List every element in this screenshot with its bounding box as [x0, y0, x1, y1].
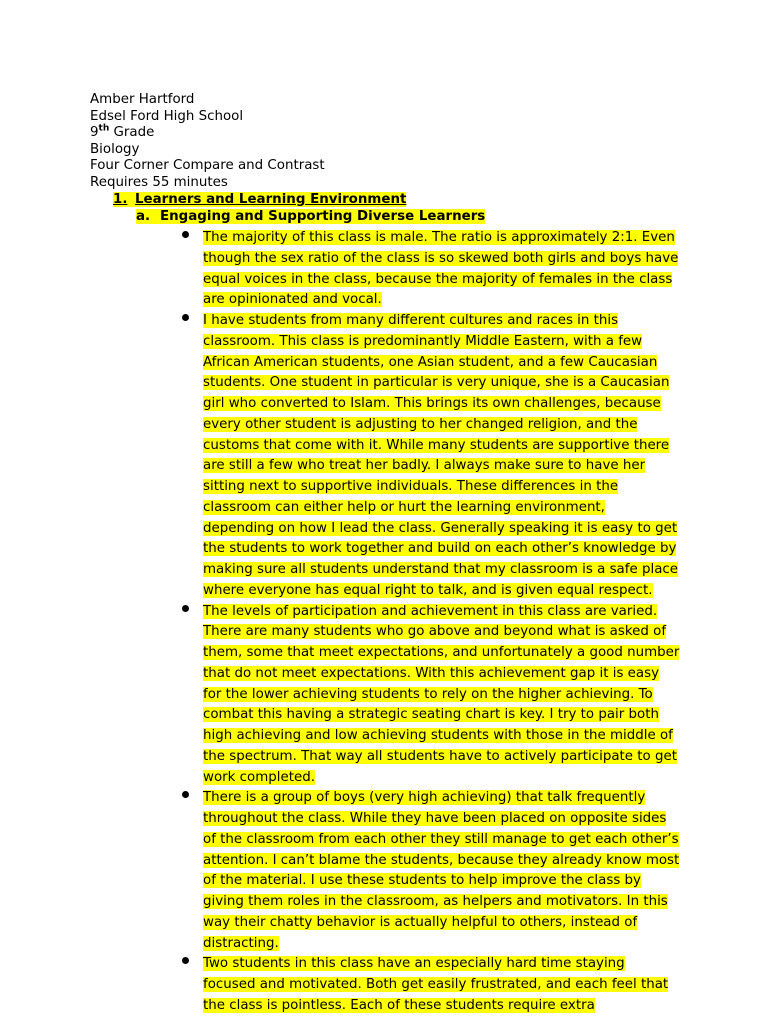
list-item — [180, 226, 680, 309]
subsection-heading — [136, 208, 485, 225]
school-name: Edsel Ford High School — [90, 109, 244, 124]
time-requirement: Requires 55 minutes — [90, 175, 228, 190]
bullet-icon — [182, 791, 189, 798]
grade-level — [90, 125, 154, 142]
list-item — [180, 786, 680, 952]
section-number: 1. — [113, 192, 128, 207]
bullet-icon — [182, 957, 189, 964]
bullet-text: There is a group of boys (very high achieving) that talk frequently throughout the class. While they have been placed on opposite sides of the classroom from each other they still manage to get each other’s attention. I can’t blame the students, because they already know most of the material. I use these students to help improve the class by giving them roles in the classroom, as helpers and motivators. In this way their chatty behavior is actually helpful to others, instead of distracting. — [203, 790, 680, 951]
bullet-text: I have students from many different cultures and races in this classroom. This class is predominantly Middle Eastern, with a few African American students, one Asian student, and a few Caucasian students. One student in particular is very unique, she is a Caucasian girl who converted to Islam. This brings its own challenges, because every other student is adjusting to her changed religion, and the customs that come with it. While many students are supportive there are still a few who treat her badly. I always make sure to have her sitting next to supportive individuals. These differences in the classroom can either help or hurt the learning environment, depending on how I lead the class. Generally speaking it is easy to get the students to work together and build on each other’s knowledge by making sure all students understand that my classroom is a safe place where everyone has equal right to talk, and is given equal respect. — [203, 313, 679, 598]
section-heading — [113, 191, 406, 208]
subsection-title: Engaging and Supporting Diverse Learners — [160, 209, 486, 224]
section-title: Learners and Learning Environment — [135, 192, 407, 207]
grade-suffix: th — [98, 123, 110, 134]
bullet-text: The majority of this class is male. The ratio is approximately 2:1. Even though the sex ratio of the class is so skewed both girls and boys have equal voices in the class, because the majority of females in the class are opinionated and vocal. — [203, 230, 679, 308]
subsection-letter: a. — [136, 209, 151, 224]
subject-name: Biology — [90, 142, 140, 157]
author-name: Amber Hartford — [90, 92, 195, 107]
list-item — [180, 600, 680, 787]
bullet-text: The levels of participation and achievement in this class are varied. There are many students who go above and beyond what is asked of them, some that meet expectations, and unfortunately a good number that do not meet expectations. With this achievement gap it is easy for the lower achieving students to rely on the higher achieving. To combat this having a strategic seating chart is key. I try to pair both high achieving and low achieving students with those in the middle of the spectrum. That way all students have to actively participate to get work completed. — [203, 603, 680, 785]
bullet-text: Two students in this class have an especially hard time staying focused and motivated. Both get easily frustrated, and each feel that the class is pointless. Each of these students require extra — [203, 956, 669, 1013]
list-item — [180, 309, 680, 600]
list-item — [180, 952, 680, 1014]
bullet-list — [180, 226, 680, 1015]
grade-word: Grade — [109, 125, 155, 140]
bullet-icon — [182, 605, 189, 612]
bullet-icon — [182, 231, 189, 238]
bullet-icon — [182, 314, 189, 321]
activity-name: Four Corner Compare and Contrast — [90, 158, 325, 173]
grade-number: 9 — [90, 125, 99, 140]
